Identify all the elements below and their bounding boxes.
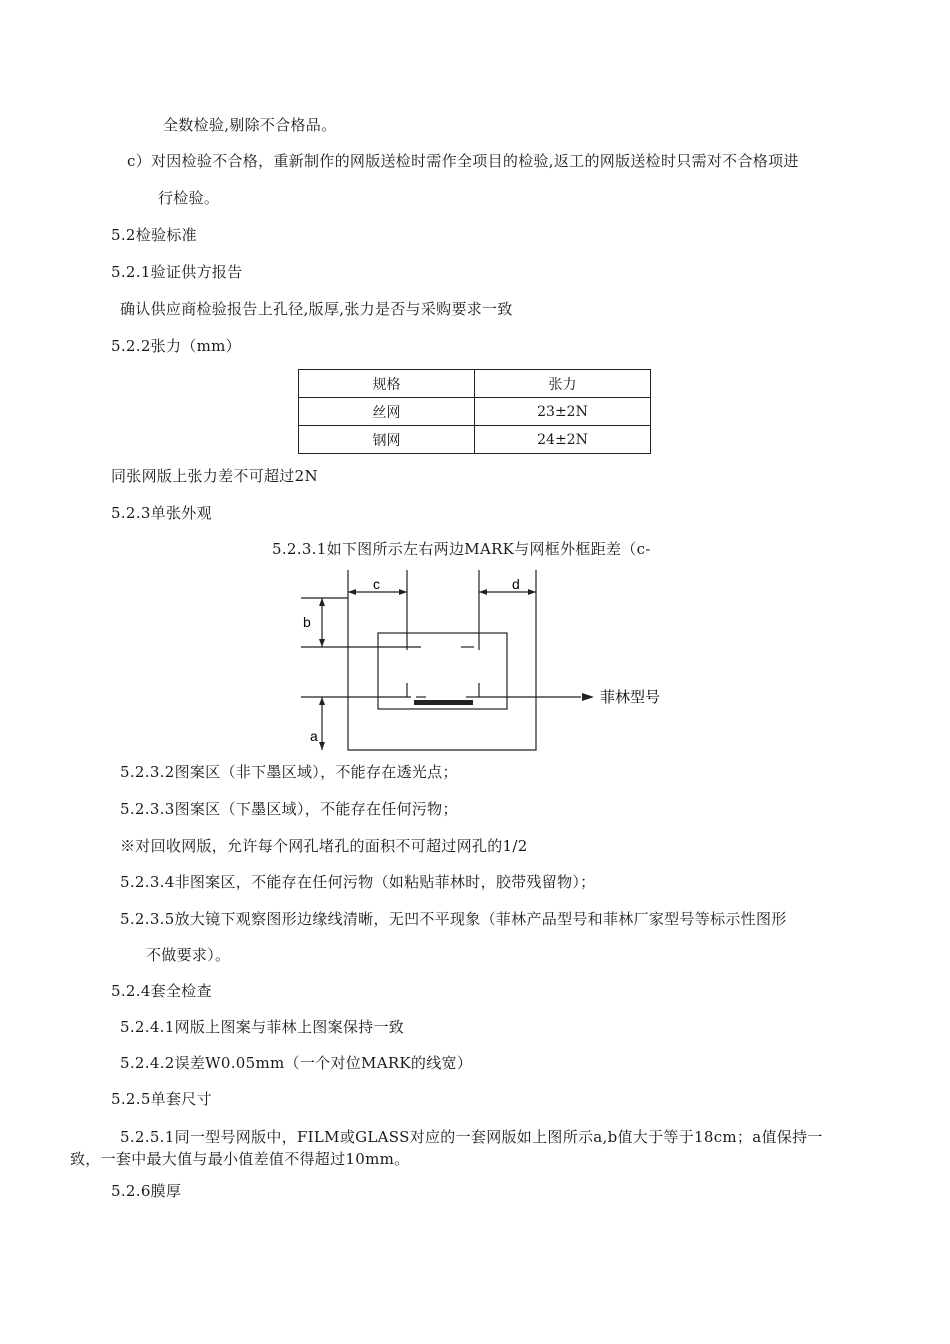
film-model-bar xyxy=(414,700,473,705)
label-c: c xyxy=(373,576,380,592)
heading-5-2-5: 5.2.5单套尺寸 xyxy=(111,1090,212,1108)
text-line-5-2-4-2: 5.2.4.2误差W0.05mm（一个对位MARK的线宽） xyxy=(120,1054,473,1072)
heading-5-2-2: 5.2.2张力（mm） xyxy=(111,337,241,355)
heading-5-2-1: 5.2.1验证供方报告 xyxy=(111,263,243,281)
tension-table xyxy=(298,369,651,454)
arrow-head xyxy=(582,693,594,701)
mark-distance-diagram xyxy=(296,565,696,755)
text-line-item-c-cont: 行检验。 xyxy=(158,189,220,207)
text-line-5-2-3-2: 5.2.3.2图案区（非下墨区域），不能存在透光点； xyxy=(120,763,458,781)
text-line-note: ※对回收网版，允许每个网孔堵孔的面积不可超过网孔的1/2 xyxy=(120,837,528,855)
table-row xyxy=(299,426,651,454)
text-line-tension-diff: 同张网版上张力差不可超过2N xyxy=(111,467,318,485)
heading-5-2: 5.2检验标准 xyxy=(111,226,197,244)
table-header-cell: 规格 xyxy=(299,370,475,398)
text-line-5-2-5-1-cont: 致，一套中最大值与最小值差值不得超过10mm。 xyxy=(70,1150,410,1168)
table-cell: 24±2N xyxy=(475,426,651,454)
heading-5-2-6: 5.2.6膜厚 xyxy=(111,1182,182,1200)
table-cell: 钢网 xyxy=(299,426,475,454)
text-line-5-2-3-1: 5.2.3.1如下图所示左右两边MARK与网框外框距差（c- xyxy=(272,540,651,558)
table-row xyxy=(299,398,651,426)
heading-5-2-4: 5.2.4套全检查 xyxy=(111,982,212,1000)
text-line-5-2-5-1: 5.2.5.1同一型号网版中，FILM或GLASS对应的一套网版如上图所示a,b值大于等于18cm；a值保持一 xyxy=(120,1128,823,1146)
label-d: d xyxy=(512,576,520,592)
table-cell: 23±2N xyxy=(475,398,651,426)
label-film-model: 菲林型号 xyxy=(600,689,661,706)
text-line-5-2-4-1: 5.2.4.1网版上图案与菲林上图案保持一致 xyxy=(120,1018,405,1036)
text-line-inspection: 全数检验,剔除不合格品。 xyxy=(163,116,337,134)
label-a: a xyxy=(310,728,318,744)
label-b: b xyxy=(303,614,311,630)
text-line-report: 确认供应商检验报告上孔径,版厚,张力是否与采购要求一致 xyxy=(120,300,513,318)
outer-frame xyxy=(348,570,536,750)
text-line-item-c: c）对因检验不合格，重新制作的网版送检时需作全项目的检验,返工的网版送检时只需对不合格项进 xyxy=(127,152,799,170)
text-line-5-2-3-5: 5.2.3.5放大镜下观察图形边缘线清晰，无凹不平现象（菲林产品型号和菲林厂家型号等标示性图形 xyxy=(120,910,787,928)
text-line-5-2-3-3: 5.2.3.3图案区（下墨区域），不能存在任何污物； xyxy=(120,800,458,818)
heading-5-2-3: 5.2.3单张外观 xyxy=(111,504,212,522)
table-header-cell: 张力 xyxy=(475,370,651,398)
table-header-row xyxy=(299,370,651,398)
text-line-5-2-3-5-cont: 不做要求）。 xyxy=(146,946,231,964)
table-cell: 丝网 xyxy=(299,398,475,426)
text-line-5-2-3-4: 5.2.3.4非图案区，不能存在任何污物（如粘贴菲林时，胶带残留物）； xyxy=(120,873,596,891)
